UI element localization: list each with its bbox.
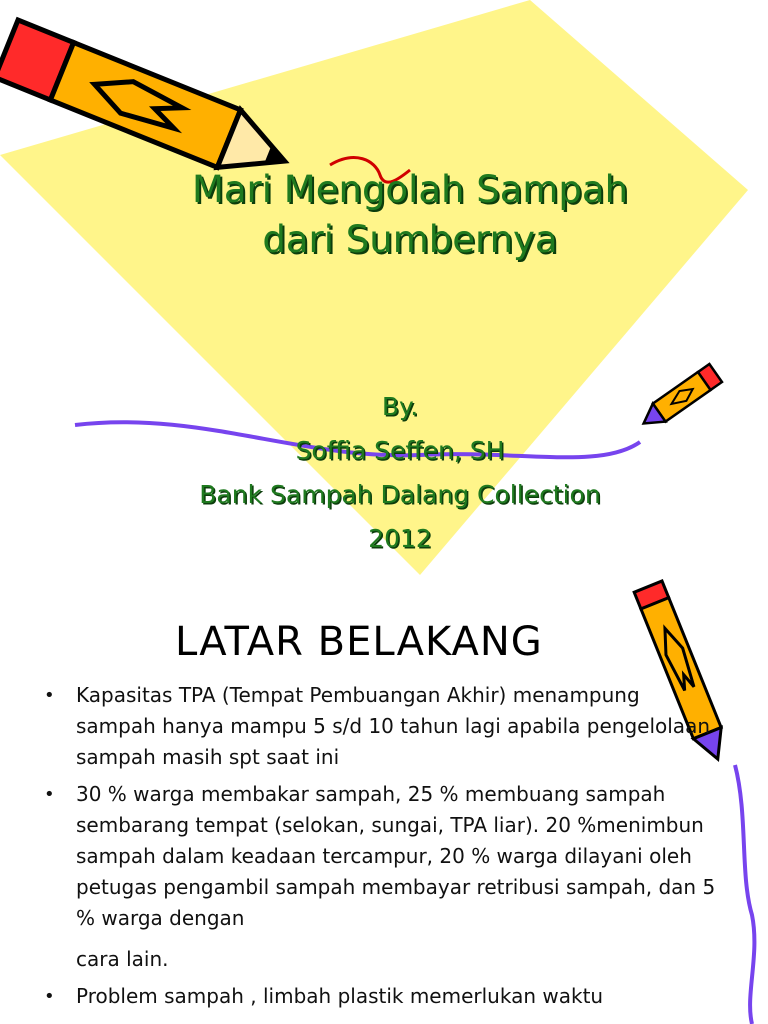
bullet-text-3: Problem sampah , limbah plastik memerlukan waktu bbox=[76, 984, 604, 1008]
byline-by: By. bbox=[381, 392, 419, 421]
byline-organization: Bank Sampah Dalang Collection bbox=[199, 480, 601, 509]
purple-line bbox=[735, 765, 754, 1024]
bullet-list bbox=[44, 680, 724, 1018]
byline-year: 2012 bbox=[368, 524, 432, 553]
bullet-item-3 bbox=[44, 981, 724, 1012]
content-slide bbox=[0, 575, 768, 1024]
bullet-text-2-continuation: cara lain. bbox=[76, 947, 169, 971]
title-line-1: Mari Mengolah Sampah bbox=[191, 168, 629, 211]
section-heading: LATAR BELAKANG bbox=[175, 619, 543, 665]
title-line-2: dari Sumbernya bbox=[262, 218, 558, 261]
bullet-text-1: Kapasitas TPA (Tempat Pembuangan Akhir) menampung sampah hanya mampu 5 s/d 10 tahun lagi apabila pengelolaan sampah masih spt saat ini bbox=[76, 683, 710, 769]
bullet-text-2: 30 % warga membakar sampah, 25 % membuang sampah sembarang tempat (selokan, sungai, TPA liar). 20 %menimbun sampah dalam keadaan tercampur, 20 % warga dilayani oleh petugas pengambil sampah membayar retribusi sampah, dan 5 % warga dengan bbox=[76, 782, 716, 930]
slide-title bbox=[120, 165, 700, 265]
byline bbox=[130, 385, 670, 561]
byline-author: Soffia Seffen, SH bbox=[295, 436, 505, 465]
bullet-item-1 bbox=[44, 680, 724, 773]
bullet-item-2 bbox=[44, 779, 724, 975]
